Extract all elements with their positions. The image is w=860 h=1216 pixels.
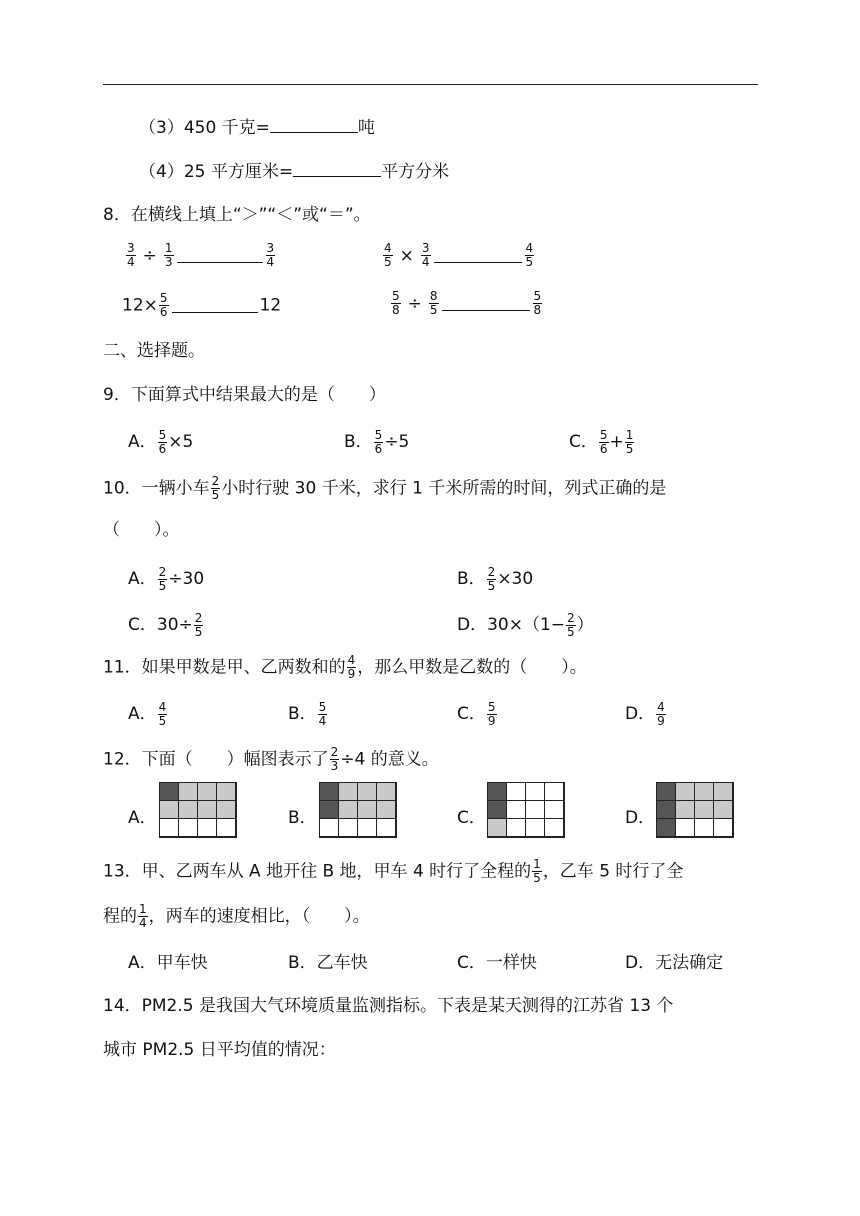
q10-title-line2: （ ）。: [103, 520, 180, 540]
grid-cell: [197, 800, 217, 819]
grid-cell: [713, 800, 733, 819]
q12-figure-b[interactable]: [319, 782, 397, 838]
grid-cell: [216, 782, 236, 801]
q7-3-unit: 吨: [357, 118, 375, 138]
q9-option-b[interactable]: B． $\frac{5}{6}$ ÷5: [344, 427, 410, 456]
q11-option-d[interactable]: D． $\frac{4}{9}$: [625, 699, 665, 728]
grid-cell: [487, 782, 507, 801]
q10-title: 10．一辆小车 $\frac{2}{5}$ 小时行驶 30 千米，求行 1 千米所需的时间，列式正确的是: [103, 474, 667, 502]
grid-cell: [357, 782, 377, 801]
grid-cell: [675, 782, 695, 801]
grid-cell: [319, 782, 339, 801]
grid-cell: [656, 800, 676, 819]
fraction: $\frac{1}{5}$: [533, 857, 541, 885]
answer-blank[interactable]: [442, 310, 530, 311]
grid-cell: [178, 800, 198, 819]
grid-cell: [357, 800, 377, 819]
q9-option-a[interactable]: A． $\frac{5}{6}$ ×5: [128, 427, 194, 456]
q8-expr-3: 12× $\frac{5}{6}$ 12: [122, 291, 282, 319]
grid-cell: [319, 800, 339, 819]
fraction: $\frac{4}{5}$: [525, 241, 534, 269]
grid-cell: [506, 782, 526, 801]
answer-blank[interactable]: [172, 312, 258, 313]
q7-3-label: （3）450 千克=: [139, 118, 270, 138]
grid-cell: [525, 782, 545, 801]
q9-option-c[interactable]: C． $\frac{5}{6}$ + $\frac{1}{5}$: [569, 427, 634, 456]
q14-title: 14．PM2.5 是我国大气环境质量监测指标。下表是某天测得的江苏省 13 个: [103, 996, 674, 1016]
q11-option-b[interactable]: B． $\frac{5}{4}$: [288, 699, 327, 728]
fraction: $\frac{2}{5}$: [158, 564, 167, 593]
fraction: $\frac{1}{4}$: [139, 902, 147, 930]
grid-cell: [656, 782, 676, 801]
q13-option-b[interactable]: B．乙车快: [288, 953, 368, 973]
fraction: $\frac{2}{5}$: [567, 610, 575, 639]
q11-option-c[interactable]: C． $\frac{5}{9}$: [457, 699, 496, 728]
grid-cell: [713, 782, 733, 801]
fraction: $\frac{2}{3}$: [330, 745, 339, 773]
grid-cell: [713, 818, 733, 837]
q12-title: 12．下面（ ）幅图表示了 $\frac{2}{3}$ ÷4 的意义。: [103, 745, 439, 773]
answer-blank[interactable]: [293, 160, 381, 177]
fraction: $\frac{4}{5}$: [384, 241, 392, 269]
q8-expr-1: $\frac{3}{4}$ ÷ $\frac{1}{3}$ $\frac{3}{4}$: [127, 241, 275, 269]
fraction: $\frac{5}{6}$: [159, 291, 168, 319]
grid-cell: [376, 800, 396, 819]
grid-cell: [197, 818, 217, 837]
fraction: $\frac{5}{6}$: [158, 427, 167, 456]
answer-blank[interactable]: [177, 262, 263, 263]
grid-cell: [675, 800, 695, 819]
grid-cell: [544, 800, 564, 819]
grid-cell: [159, 800, 179, 819]
grid-cell: [376, 782, 396, 801]
grid-cell: [159, 782, 179, 801]
fraction: $\frac{5}{4}$: [318, 699, 327, 728]
q12-figure-c[interactable]: [487, 782, 565, 838]
grid-cell: [159, 818, 179, 837]
grid-cell: [544, 782, 564, 801]
fraction: $\frac{4}{5}$: [158, 699, 167, 728]
grid-cell: [694, 818, 714, 837]
fraction: $\frac{5}{6}$: [599, 427, 608, 456]
q7-4-unit: 平方分米: [381, 162, 450, 182]
grid-cell: [525, 800, 545, 819]
fraction: $\frac{5}{8}$: [533, 289, 542, 317]
grid-cell: [216, 800, 236, 819]
q12-option-a-label[interactable]: A．: [128, 808, 157, 828]
q9-title: 9．下面算式中结果最大的是（ ）: [103, 385, 386, 405]
q8-title: 8．在横线上填上“＞”“＜”或“＝”。: [103, 205, 371, 225]
q13-option-a[interactable]: A．甲车快: [128, 953, 208, 973]
fraction: $\frac{4}{9}$: [347, 653, 356, 681]
grid-cell: [216, 818, 236, 837]
grid-cell: [656, 818, 676, 837]
q10-option-a[interactable]: A． $\frac{2}{5}$ ÷30: [128, 564, 205, 593]
q10-option-d[interactable]: D．30×（1− $\frac{2}{5}$ ）: [457, 610, 594, 639]
fraction: $\frac{2}{5}$: [194, 610, 203, 639]
grid-cell: [487, 800, 507, 819]
answer-blank[interactable]: [270, 116, 358, 133]
q13-title-line2: 程的 $\frac{1}{4}$ ，两车的速度相比，（ ）。: [103, 902, 370, 930]
q12-figure-d[interactable]: [656, 782, 734, 838]
q8-expr-2: $\frac{4}{5}$ × $\frac{3}{4}$ $\frac{4}{5}$: [384, 241, 534, 269]
grid-cell: [319, 818, 339, 837]
fraction: $\frac{2}{5}$: [211, 474, 220, 502]
fraction: $\frac{3}{4}$: [421, 241, 430, 269]
fraction: $\frac{3}{4}$: [266, 241, 275, 269]
q7-4-label: （4）25 平方厘米=: [139, 162, 294, 182]
header-rule: [103, 84, 758, 85]
q11-option-a[interactable]: A． $\frac{4}{5}$: [128, 699, 167, 728]
grid-cell: [197, 782, 217, 801]
fraction: $\frac{5}{9}$: [487, 699, 496, 728]
q13-option-d[interactable]: D．无法确定: [625, 953, 724, 973]
grid-cell: [338, 818, 358, 837]
grid-cell: [357, 818, 377, 837]
q12-option-c-label[interactable]: C．: [457, 808, 486, 828]
fraction: $\frac{8}{5}$: [429, 289, 438, 317]
fraction: $\frac{4}{9}$: [657, 699, 665, 728]
grid-cell: [178, 782, 198, 801]
grid-cell: [506, 818, 526, 837]
grid-cell: [694, 800, 714, 819]
grid-cell: [338, 782, 358, 801]
q13-title: 13．甲、乙两车从 A 地开往 B 地，甲车 4 时行了全程的 $\frac{1}{5}$ ，乙车 5 时行了全: [103, 857, 684, 885]
q7-3: [139, 116, 375, 139]
q11-title: 11．如果甲数是甲、乙两数和的 $\frac{4}{9}$ ，那么甲数是乙数的（ ）。: [103, 653, 587, 681]
grid-cell: [544, 818, 564, 837]
fraction: $\frac{5}{8}$: [392, 289, 400, 317]
grid-cell: [487, 818, 507, 837]
q12-option-b-label[interactable]: B．: [288, 808, 317, 828]
answer-blank[interactable]: [434, 262, 522, 263]
q8-expr-4: $\frac{5}{8}$ ÷ $\frac{8}{5}$ $\frac{5}{8}$: [392, 289, 542, 317]
fraction: $\frac{5}{6}$: [374, 427, 383, 456]
q10-option-b[interactable]: B． $\frac{2}{5}$ ×30: [457, 564, 534, 593]
q12-figure-a[interactable]: [159, 782, 237, 838]
fraction: $\frac{1}{5}$: [625, 427, 634, 456]
grid-cell: [675, 818, 695, 837]
q7-4: [139, 160, 449, 183]
fraction: $\frac{2}{5}$: [487, 564, 496, 593]
q14-title-line2: 城市 PM2.5 日平均值的情况：: [103, 1040, 336, 1060]
fraction: $\frac{1}{3}$: [164, 241, 173, 269]
q10-option-c[interactable]: C．30÷ $\frac{2}{5}$: [128, 610, 203, 639]
fraction: $\frac{3}{4}$: [127, 241, 135, 269]
grid-cell: [525, 818, 545, 837]
grid-cell: [178, 818, 198, 837]
grid-cell: [506, 800, 526, 819]
grid-cell: [376, 818, 396, 837]
q13-option-c[interactable]: C．一样快: [457, 953, 537, 973]
grid-cell: [338, 800, 358, 819]
grid-cell: [694, 782, 714, 801]
section-heading: 二、选择题。: [103, 341, 205, 361]
q12-option-d-label[interactable]: D．: [625, 808, 656, 828]
